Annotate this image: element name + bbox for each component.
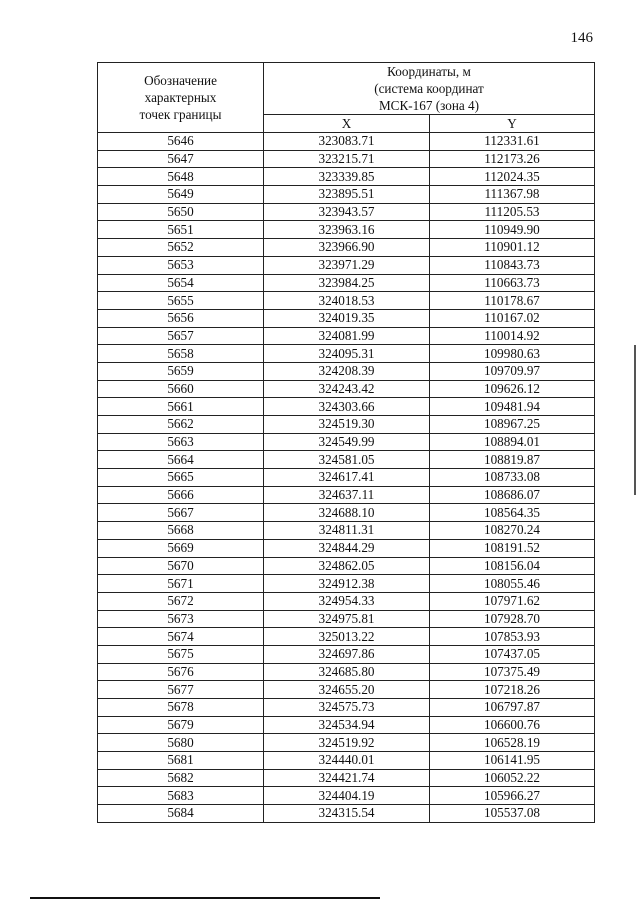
x-cell: 324549.99: [264, 433, 430, 451]
x-cell: 324688.10: [264, 504, 430, 522]
y-cell: 111367.98: [430, 186, 595, 204]
point-cell: 5652: [98, 239, 264, 257]
x-cell: 324975.81: [264, 610, 430, 628]
y-cell: 112173.26: [430, 150, 595, 168]
point-cell: 5655: [98, 292, 264, 310]
y-cell: 110167.02: [430, 309, 595, 327]
x-cell: 324208.39: [264, 362, 430, 380]
y-cell: 108191.52: [430, 539, 595, 557]
table-body: [98, 133, 595, 823]
y-cell: 108819.87: [430, 451, 595, 469]
point-cell: 5662: [98, 416, 264, 434]
table-row: [98, 469, 595, 487]
point-cell: 5668: [98, 522, 264, 540]
x-cell: 323083.71: [264, 133, 430, 151]
x-cell: 324637.11: [264, 486, 430, 504]
point-cell: 5680: [98, 734, 264, 752]
y-cell: 107971.62: [430, 592, 595, 610]
point-cell: 5651: [98, 221, 264, 239]
table-row: [98, 186, 595, 204]
coordinates-table: [97, 62, 595, 823]
y-cell: 107375.49: [430, 663, 595, 681]
x-cell: 324440.01: [264, 752, 430, 770]
x-cell: 324912.38: [264, 575, 430, 593]
point-cell: 5660: [98, 380, 264, 398]
x-cell: 323963.16: [264, 221, 430, 239]
point-header-line-1: Обозначение: [144, 73, 217, 88]
table-row: [98, 486, 595, 504]
y-cell: 106141.95: [430, 752, 595, 770]
table-row: [98, 433, 595, 451]
bottom-rule: [30, 897, 380, 899]
table-row: [98, 256, 595, 274]
x-cell: 324095.31: [264, 345, 430, 363]
point-cell: 5653: [98, 256, 264, 274]
x-cell: 324534.94: [264, 716, 430, 734]
point-cell: 5673: [98, 610, 264, 628]
point-cell: 5649: [98, 186, 264, 204]
table-row: [98, 628, 595, 646]
point-cell: 5664: [98, 451, 264, 469]
table-row: [98, 274, 595, 292]
y-cell: 108733.08: [430, 469, 595, 487]
table-row: [98, 805, 595, 823]
y-cell: 106528.19: [430, 734, 595, 752]
coord-header-line-3: МСК-167 (зона 4): [378, 98, 480, 113]
table-row: [98, 416, 595, 434]
x-cell: 324404.19: [264, 787, 430, 805]
x-cell: 324303.66: [264, 398, 430, 416]
x-cell: 323215.71: [264, 150, 430, 168]
table-row: [98, 645, 595, 663]
x-cell: 324421.74: [264, 769, 430, 787]
point-cell: 5671: [98, 575, 264, 593]
table-row: [98, 398, 595, 416]
point-header-line-2: характерных: [144, 90, 217, 105]
point-cell: 5667: [98, 504, 264, 522]
coord-header-line-2: (система координат: [374, 81, 484, 96]
table-row: [98, 327, 595, 345]
x-cell: 323971.29: [264, 256, 430, 274]
x-cell: 324019.35: [264, 309, 430, 327]
y-cell: 107437.05: [430, 645, 595, 663]
table-row: [98, 787, 595, 805]
point-cell: 5669: [98, 539, 264, 557]
point-cell: 5661: [98, 398, 264, 416]
y-cell: 112331.61: [430, 133, 595, 151]
x-cell: 324811.31: [264, 522, 430, 540]
point-cell: 5682: [98, 769, 264, 787]
x-cell: 323984.25: [264, 274, 430, 292]
x-cell: 324081.99: [264, 327, 430, 345]
y-cell: 110014.92: [430, 327, 595, 345]
y-cell: 109709.97: [430, 362, 595, 380]
table-row: [98, 504, 595, 522]
y-cell: 107928.70: [430, 610, 595, 628]
table-row: [98, 133, 595, 151]
table-row: [98, 557, 595, 575]
point-cell: 5674: [98, 628, 264, 646]
y-cell: 106052.22: [430, 769, 595, 787]
x-cell: 323895.51: [264, 186, 430, 204]
coordinates-header: [264, 63, 595, 115]
table-row: [98, 539, 595, 557]
x-cell: 324685.80: [264, 663, 430, 681]
table-row: [98, 168, 595, 186]
y-cell: 105537.08: [430, 805, 595, 823]
table-row: [98, 752, 595, 770]
x-cell: 324617.41: [264, 469, 430, 487]
point-cell: 5672: [98, 592, 264, 610]
y-cell: 110663.73: [430, 274, 595, 292]
y-cell: 109980.63: [430, 345, 595, 363]
table-row: [98, 380, 595, 398]
point-cell: 5658: [98, 345, 264, 363]
y-cell: 108564.35: [430, 504, 595, 522]
table-row: [98, 575, 595, 593]
point-cell: 5663: [98, 433, 264, 451]
point-cell: 5679: [98, 716, 264, 734]
point-cell: 5647: [98, 150, 264, 168]
x-cell: 323943.57: [264, 203, 430, 221]
y-cell: 110178.67: [430, 292, 595, 310]
point-cell: 5646: [98, 133, 264, 151]
y-cell: 107218.26: [430, 681, 595, 699]
point-cell: 5656: [98, 309, 264, 327]
y-cell: 108156.04: [430, 557, 595, 575]
x-cell: 323339.85: [264, 168, 430, 186]
x-cell: 324575.73: [264, 699, 430, 717]
table-row: [98, 239, 595, 257]
point-header-line-3: точек границы: [139, 107, 222, 122]
x-cell: 324655.20: [264, 681, 430, 699]
y-cell: 108894.01: [430, 433, 595, 451]
y-cell: 108055.46: [430, 575, 595, 593]
x-cell: 324954.33: [264, 592, 430, 610]
y-cell: 108967.25: [430, 416, 595, 434]
y-cell: 107853.93: [430, 628, 595, 646]
point-cell: 5659: [98, 362, 264, 380]
point-cell: 5657: [98, 327, 264, 345]
point-cell: 5670: [98, 557, 264, 575]
table-row: [98, 610, 595, 628]
coord-header-line-1: Координаты, м: [387, 64, 471, 79]
x-cell: 325013.22: [264, 628, 430, 646]
y-cell: 110843.73: [430, 256, 595, 274]
point-cell: 5665: [98, 469, 264, 487]
x-column-header: X: [264, 115, 430, 133]
table-row: [98, 734, 595, 752]
point-cell: 5648: [98, 168, 264, 186]
table-row: [98, 716, 595, 734]
table-row: [98, 345, 595, 363]
x-cell: 324697.86: [264, 645, 430, 663]
point-cell: 5676: [98, 663, 264, 681]
page-number: 146: [570, 30, 593, 46]
y-cell: 109481.94: [430, 398, 595, 416]
x-cell: 324315.54: [264, 805, 430, 823]
x-cell: 324862.05: [264, 557, 430, 575]
point-cell: 5677: [98, 681, 264, 699]
y-column-header: Y: [430, 115, 595, 133]
x-cell: 323966.90: [264, 239, 430, 257]
y-cell: 110949.90: [430, 221, 595, 239]
point-cell: 5681: [98, 752, 264, 770]
table-row: [98, 681, 595, 699]
point-cell: 5666: [98, 486, 264, 504]
y-cell: 112024.35: [430, 168, 595, 186]
table-row: [98, 150, 595, 168]
point-cell: 5654: [98, 274, 264, 292]
table-row: [98, 522, 595, 540]
x-cell: 324844.29: [264, 539, 430, 557]
y-cell: 106600.76: [430, 716, 595, 734]
table-row: [98, 292, 595, 310]
y-cell: 111205.53: [430, 203, 595, 221]
x-cell: 324519.30: [264, 416, 430, 434]
y-cell: 109626.12: [430, 380, 595, 398]
point-cell: 5684: [98, 805, 264, 823]
y-cell: 105966.27: [430, 787, 595, 805]
table-row: [98, 699, 595, 717]
point-cell: 5683: [98, 787, 264, 805]
table-row: [98, 362, 595, 380]
x-cell: 324243.42: [264, 380, 430, 398]
table-row: [98, 663, 595, 681]
table-row: [98, 592, 595, 610]
point-cell: 5650: [98, 203, 264, 221]
x-cell: 324519.92: [264, 734, 430, 752]
y-cell: 106797.87: [430, 699, 595, 717]
point-cell: 5675: [98, 645, 264, 663]
y-cell: 108270.24: [430, 522, 595, 540]
y-cell: 108686.07: [430, 486, 595, 504]
table-row: [98, 769, 595, 787]
x-cell: 324018.53: [264, 292, 430, 310]
point-designation-header: [98, 63, 264, 133]
table-row: [98, 221, 595, 239]
table-row: [98, 451, 595, 469]
point-cell: 5678: [98, 699, 264, 717]
y-cell: 110901.12: [430, 239, 595, 257]
scan-mark: [634, 345, 636, 495]
table-row: [98, 203, 595, 221]
x-cell: 324581.05: [264, 451, 430, 469]
table-row: [98, 309, 595, 327]
